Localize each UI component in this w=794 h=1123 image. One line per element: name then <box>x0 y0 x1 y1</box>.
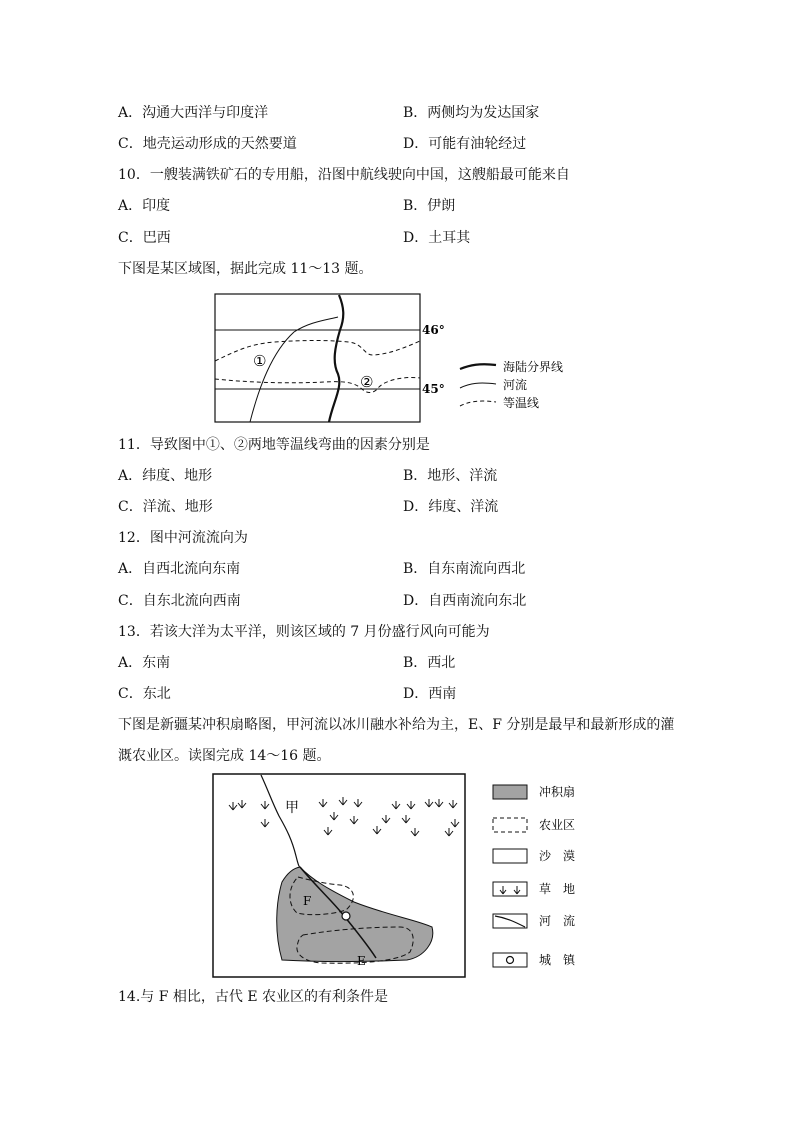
legend-coast-symbol <box>460 364 496 369</box>
isotherm-lower <box>215 377 420 392</box>
q14-stem: 14.与 F 相比，古代 E 农业区的有利条件是 <box>118 989 388 1005</box>
q13-option-b: B．西北 <box>403 655 456 671</box>
q10-option-d: D．土耳其 <box>403 230 471 246</box>
q10-stem: 10．一艘装满铁矿石的专用船，沿图中航线驶向中国，这艘船最可能来自 <box>118 167 570 183</box>
legend-farm-label: 农业区 <box>539 818 576 832</box>
q9-option-c: C．地壳运动形成的天然要道 <box>118 136 297 152</box>
legend-grass-box <box>493 882 527 896</box>
label-E: E <box>357 954 366 968</box>
legend-town-label: 城 镇 <box>539 953 576 967</box>
q13-option-d: D．西南 <box>403 686 457 702</box>
intro-map2-line1: 下图是新疆某冲积扇略图，甲河流以冰川融水补给为主，E、F 分别是最早和最新形成的灌 <box>118 717 675 733</box>
marker-1: ① <box>253 352 267 370</box>
q12-option-b: B．自东南流向西北 <box>403 561 526 577</box>
q9-option-a: A．沟通大西洋与印度洋 <box>118 105 269 121</box>
legend-farm-symbol <box>493 818 527 832</box>
q10-option-b: B．伊朗 <box>403 198 456 214</box>
alluvial-fan-area <box>277 867 433 962</box>
legend-isotherm-symbol <box>460 401 496 406</box>
q12-option-c: C．自东北流向西南 <box>118 593 241 609</box>
q11-option-d: D．纬度、洋流 <box>403 499 499 515</box>
legend-desert-label: 沙 漠 <box>539 849 576 863</box>
intro-map1: 下图是某区域图，据此完成 11～13 题。 <box>118 261 373 277</box>
legend-town-icon <box>507 957 514 964</box>
marker-2: ② <box>360 373 374 391</box>
legend-fan-symbol <box>493 785 527 799</box>
legend-river-symbol <box>460 383 496 388</box>
q9-option-b: B．两侧均为发达国家 <box>403 105 540 121</box>
legend-river-label: 河流 <box>503 378 528 392</box>
grassland-symbols <box>229 797 459 836</box>
q13-option-c: C．东北 <box>118 686 171 702</box>
coastline <box>329 295 343 422</box>
town-icon <box>342 912 350 920</box>
label-jia: 甲 <box>285 800 299 816</box>
q12-option-a: A．自西北流向东南 <box>118 561 241 577</box>
river-jia-upper <box>261 775 300 867</box>
lat-label-46: 46° <box>422 323 445 337</box>
legend-coast-label: 海陆分界线 <box>503 360 564 374</box>
legend-desert-symbol <box>493 849 527 863</box>
q10-option-c: C．巴西 <box>118 230 171 246</box>
label-F: F <box>303 894 312 908</box>
isotherm-upper <box>215 341 420 362</box>
q9-option-d: D．可能有油轮经过 <box>403 136 527 152</box>
map1-frame <box>215 294 420 422</box>
lat-label-45: 45° <box>422 382 445 396</box>
alluvial-fan-figure <box>212 772 592 980</box>
q11-option-a: A．纬度、地形 <box>118 468 213 484</box>
intro-map2-line2: 溉农业区。读图完成 14～16 题。 <box>118 748 331 764</box>
q13-option-a: A．东南 <box>118 655 171 671</box>
legend-grass-label: 草 地 <box>539 882 576 896</box>
legend-isotherm-label: 等温线 <box>503 396 540 410</box>
q13-stem: 13．若该大洋为太平洋，则该区域的 7 月份盛行风向可能为 <box>118 624 490 640</box>
region-map-figure <box>214 292 584 428</box>
q10-option-a: A．印度 <box>118 198 171 214</box>
legend-river-label: 河 流 <box>539 914 576 928</box>
q12-stem: 12．图中河流流向为 <box>118 530 248 546</box>
q11-option-c: C．洋流、地形 <box>118 499 213 515</box>
q12-option-d: D．自西南流向东北 <box>403 593 527 609</box>
legend-fan-label: 冲积扇 <box>539 785 576 799</box>
q11-stem: 11．导致图中①、②两地等温线弯曲的因素分别是 <box>118 437 430 453</box>
q11-option-b: B．地形、洋流 <box>403 468 498 484</box>
